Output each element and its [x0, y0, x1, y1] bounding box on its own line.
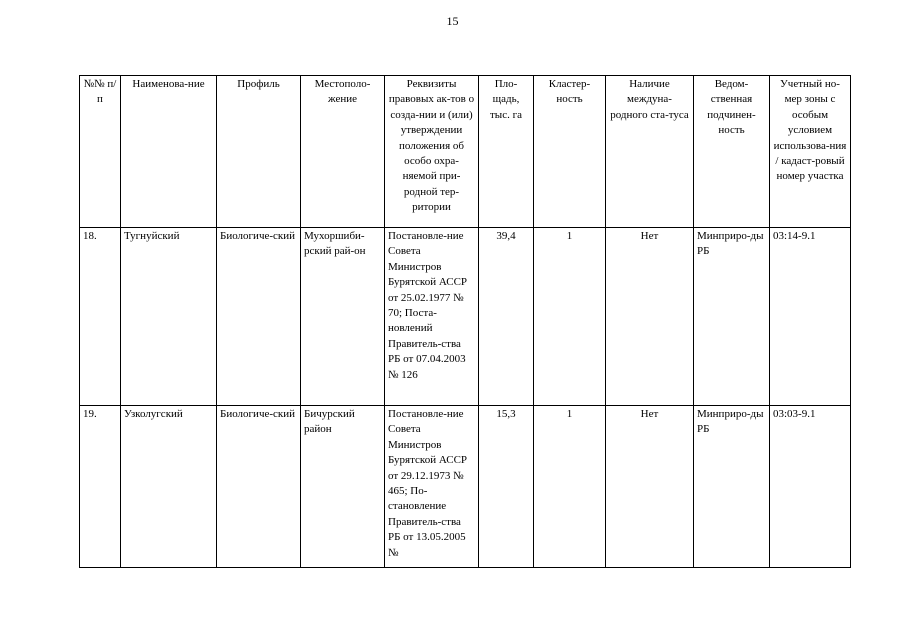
- header-number: №№ п/п: [80, 76, 121, 228]
- header-name: Наименова-ние: [121, 76, 217, 228]
- header-cluster: Кластер-ность: [534, 76, 606, 228]
- header-location: Местополо-жение: [301, 76, 385, 228]
- cell-cadastral: 03:14-9.1: [770, 228, 851, 406]
- cell-location: Бичурский район: [301, 406, 385, 568]
- header-legal-acts: Реквизиты правовых ак-тов о созда-нии и (или) утверждении положения об особо охра-няемой при-родной тер-ритории: [385, 76, 479, 228]
- page-number: 15: [446, 14, 459, 28]
- cell-profile: Биологиче-ский: [217, 228, 301, 406]
- cell-location: Мухоршиби-рский рай-он: [301, 228, 385, 406]
- table-header-row: [80, 76, 851, 228]
- cell-profile: Биологиче-ский: [217, 406, 301, 568]
- cell-name: Узколугский: [121, 406, 217, 568]
- cell-intl-status: Нет: [606, 406, 694, 568]
- protected-areas-table: [79, 75, 851, 568]
- cell-number: 19.: [80, 406, 121, 568]
- header-profile: Профиль: [217, 76, 301, 228]
- header-department: Ведом-ственная подчинен-ность: [694, 76, 770, 228]
- table-row: [80, 228, 851, 406]
- cell-department: Минприро-ды РБ: [694, 228, 770, 406]
- cell-legal-acts: Постановле-ние Совета Министров Бурятской АССР от 29.12.1973 № 465; По-становление Правитель-ства РБ от 13.05.2005 №: [385, 406, 479, 568]
- cell-cluster: 1: [534, 406, 606, 568]
- cell-legal-acts: Постановле-ние Совета Министров Бурятской АССР от 25.02.1977 № 70; Поста-новлений Правитель-ства РБ от 07.04.2003 № 126: [385, 228, 479, 406]
- cell-name: Тугнуйский: [121, 228, 217, 406]
- cell-intl-status: Нет: [606, 228, 694, 406]
- cell-area: 39,4: [479, 228, 534, 406]
- header-area: Пло-щадь, тыс. га: [479, 76, 534, 228]
- header-cadastral: Учетный но-мер зоны с особым условием использова-ния / кадаст-ровый номер участка: [770, 76, 851, 228]
- cell-department: Минприро-ды РБ: [694, 406, 770, 568]
- cell-area: 15,3: [479, 406, 534, 568]
- cell-number: 18.: [80, 228, 121, 406]
- cell-cluster: 1: [534, 228, 606, 406]
- table-row: [80, 406, 851, 568]
- header-intl-status: Наличие междуна-родного ста-туса: [606, 76, 694, 228]
- cell-cadastral: 03:03-9.1: [770, 406, 851, 568]
